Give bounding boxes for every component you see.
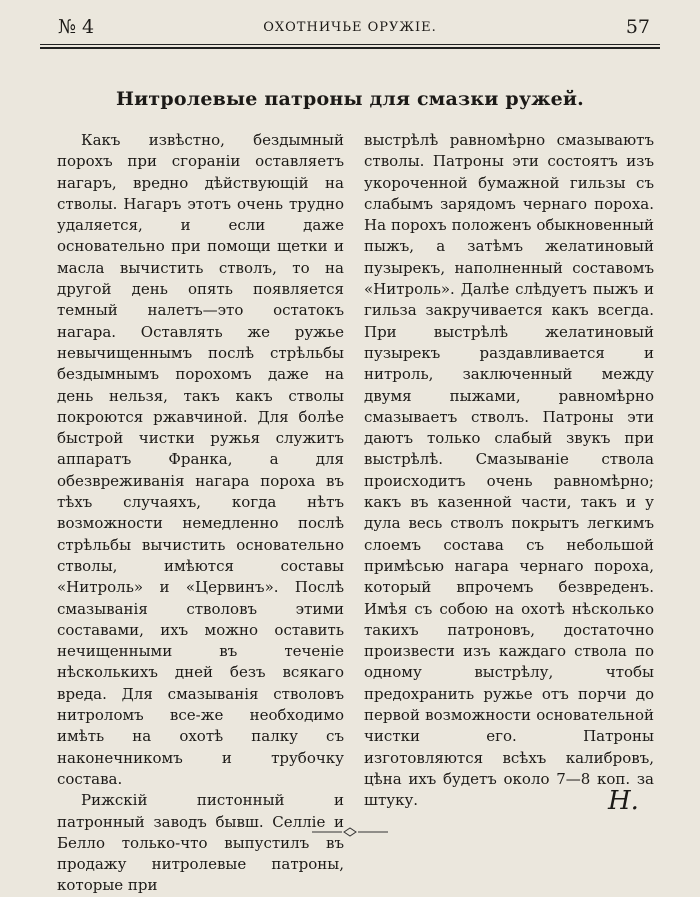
paragraph: Рижскій пистонный и патронный заводъ бывш. Селліе и Белло только-что выпустилъ въ продажу нитролевые патроны, которые при <box>57 791 344 895</box>
header-rule <box>40 44 660 49</box>
page-number: 57 <box>625 16 650 38</box>
article-title: Нитролевые патроны для смазки ружей. <box>115 88 584 110</box>
ornament-divider-icon <box>310 827 390 837</box>
right-column <box>364 130 654 812</box>
issue-number: № 4 <box>58 16 95 38</box>
left-column <box>57 130 344 897</box>
author-signature: Н. <box>608 786 639 816</box>
page-header <box>40 14 660 42</box>
paragraph: выстрѣлѣ равномѣрно смазываютъ стволы. Патроны эти состоятъ изъ укороченной бумажной гильзы съ слабымъ зарядомъ чернаго пороха. На порохъ положенъ обыкновенный пыжъ, а затѣмъ желатиновый пузырекъ, наполненный составомъ «Нитроль». Далѣе слѣдуетъ пыжъ и гильза закручивается какъ всегда. При выстрѣлѣ желатиновый пузырекъ раздавливается и нитроль, заключенный между двумя пыжами, равномѣрно смазываетъ стволъ. Патроны эти даютъ только слабый звукъ при выстрѣлѣ. Смазываніе ствола происходитъ очень равномѣрно; какъ въ казенной части, такъ и у дула весь стволъ покрытъ легкимъ слоемъ состава съ небольшой примѣсью нагара чернаго пороха, который впрочемъ безвреденъ. Имѣя съ собою на охотѣ нѣсколько такихъ патроновъ, достаточно произвести изъ каждаго ствола по одному выстрѣлу, чтобы предохранить ружье отъ порчи до первой возможности основательной чистки его. Патроны изготовляются всѣхъ калибровъ, цѣна ихъ будетъ около 7—8 коп. за штуку. <box>364 131 654 810</box>
running-title: ОХОТНИЧЬЕ ОРУЖІЕ. <box>263 20 437 35</box>
footer-ornament <box>0 826 700 840</box>
paragraph: Какъ извѣстно, бездымный порохъ при сгораніи оставляетъ нагаръ, вредно дѣйствующій на стволы. Нагаръ этотъ очень трудно удаляется, и если даже основательно при помощи щетки и масла вычистить стволъ, то на другой день опять появляется темный налетъ—это остатокъ нагара. Оставлять же ружье невычищеннымъ послѣ стрѣльбы бездымнымъ порохомъ даже на день нельзя, такъ какъ стволы покроются ржавчиной. Для болѣе быстрой чистки ружья служитъ аппаратъ Франка, а для обезвреживанія нагара пороха въ тѣхъ случаяхъ, когда нѣтъ возможности немедленно послѣ стрѣльбы вычистить основательно стволы, имѣются составы «Нитроль» и «Цервинъ». Послѣ смазыванія стволовъ этими составами, ихъ можно оставить нечищенными въ теченіе нѣсколькихъ дней безъ всякаго вреда. Для смазыванія стволовъ нитроломъ все-же необходимо имѣть на охотѣ палку съ наконечникомъ и трубочку состава. <box>57 131 344 788</box>
